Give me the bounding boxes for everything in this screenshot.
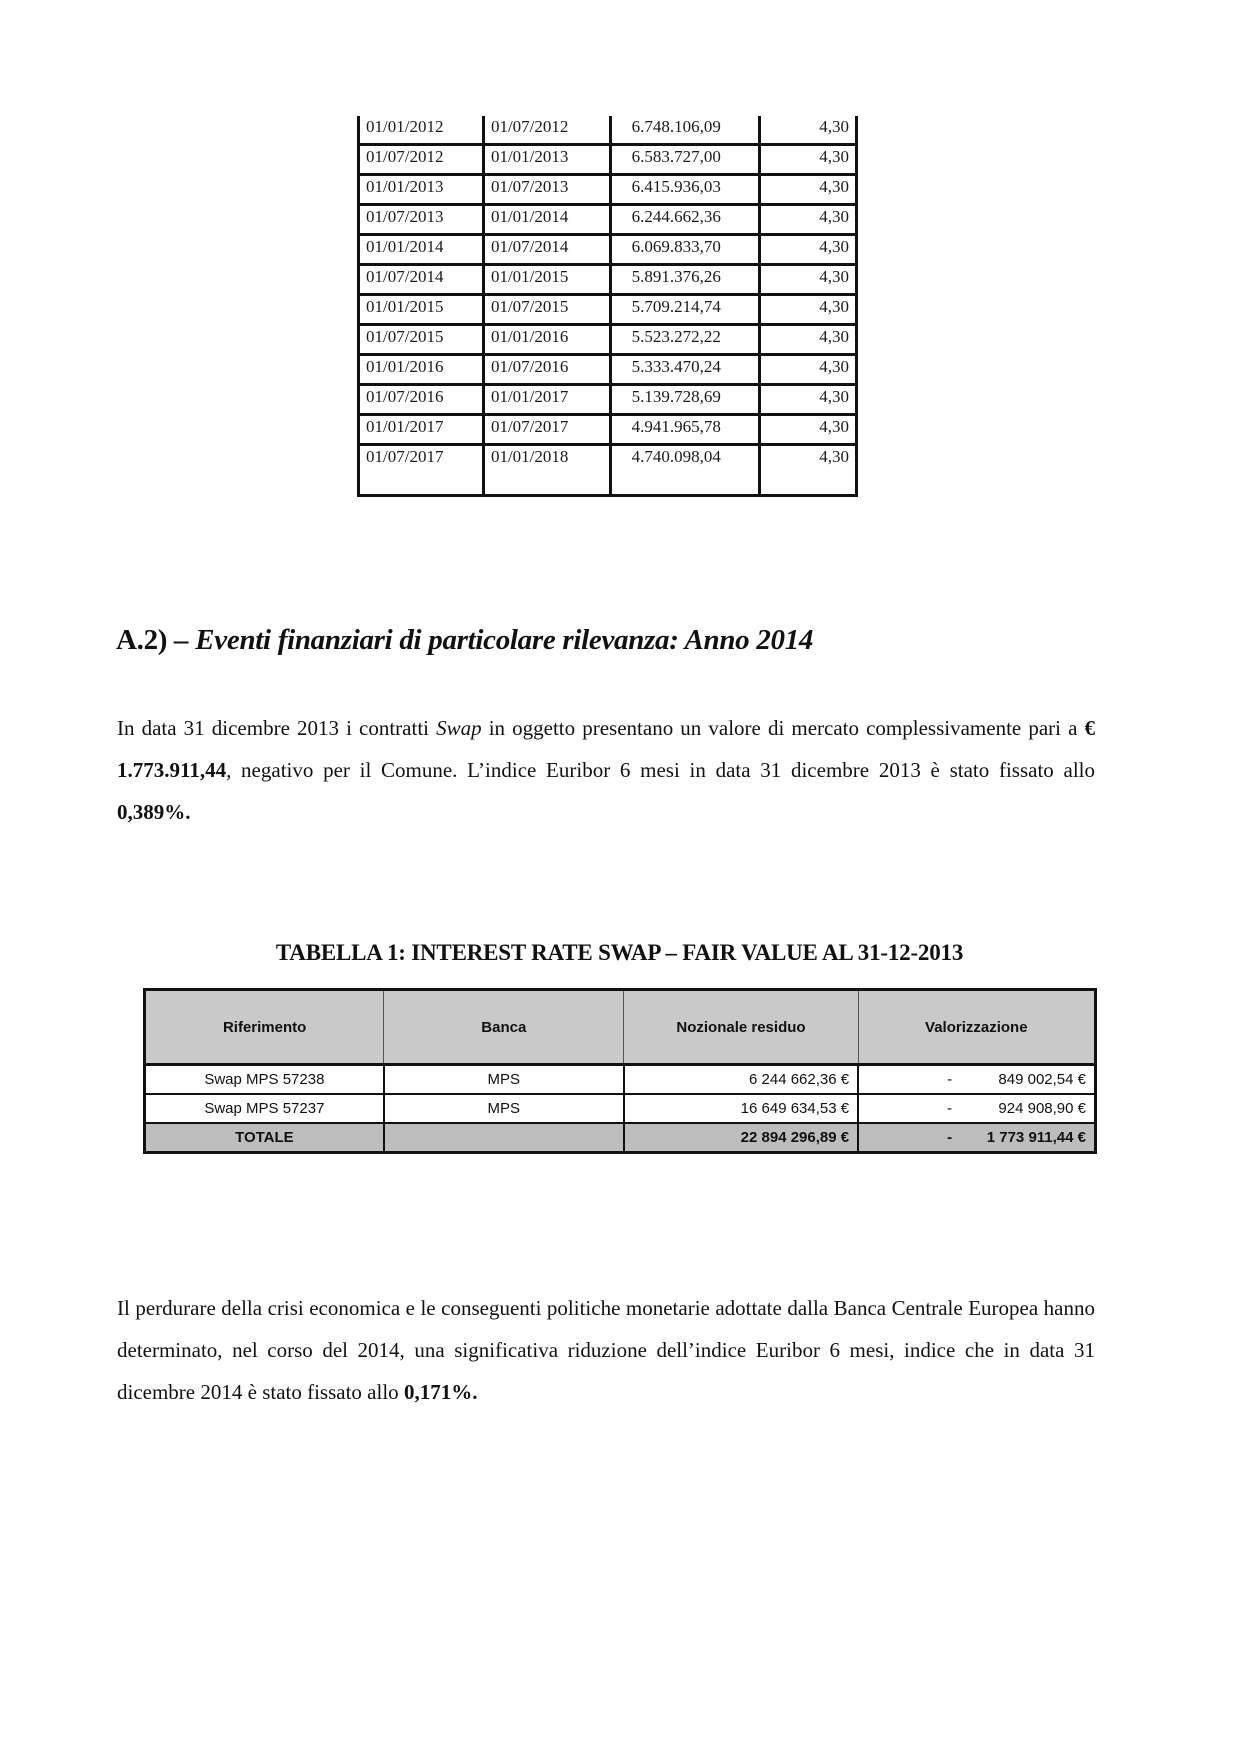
negative-sign: -: [947, 1129, 953, 1146]
cell-banca: MPS: [384, 1094, 624, 1123]
cell-end-date: 01/01/2017: [483, 385, 610, 415]
cell-rate: 4,30: [759, 265, 856, 295]
cell-rate: 4,30: [759, 116, 856, 145]
cell-residual-capital: 5.891.376,26: [610, 265, 759, 295]
negative-sign: -: [947, 1071, 953, 1088]
cell-rate: 4,30: [759, 145, 856, 175]
cell-start-date: 01/07/2014: [359, 265, 484, 295]
cell-residual-capital: 4.740.098,04: [610, 445, 759, 496]
table-row: [359, 116, 857, 145]
cell-banca: MPS: [384, 1065, 624, 1095]
cell-residual-capital: 6.069.833,70: [610, 235, 759, 265]
cell-valorizzazione: [858, 1094, 1095, 1123]
cell-residual-capital: 6.748.106,09: [610, 116, 759, 145]
cell-rate: 4,30: [759, 235, 856, 265]
text-run: Il perdurare della crisi economica e le conseguenti politiche monetarie adottate dalla Banca Centrale Europea hanno determinato, nel corso del 2014, una significativa riduzione dell’indice Euribor 6 mesi, indice che in data 31 dicembre 2014 è stato fissato allo: [117, 1296, 1095, 1404]
cell-total-label: TOTALE: [145, 1123, 384, 1153]
cell-residual-capital: 5.139.728,69: [610, 385, 759, 415]
cell-end-date: 01/07/2016: [483, 355, 610, 385]
table-row: [145, 1094, 1096, 1123]
cell-start-date: 01/07/2013: [359, 205, 484, 235]
cell-start-date: 01/07/2016: [359, 385, 484, 415]
text-run: In data 31 dicembre 2013 i contratti: [117, 716, 437, 740]
bold-rate: 0,171%.: [403, 1380, 478, 1404]
cell-riferimento: Swap MPS 57237: [145, 1094, 384, 1123]
table-row: [359, 325, 857, 355]
table-row: [359, 355, 857, 385]
cell-rate: 4,30: [759, 175, 856, 205]
table-row: [359, 175, 857, 205]
text-run: , negativo per il Comune. L’indice Euribor 6 mesi in data 31 dicembre 2013 è stato fissato allo: [226, 758, 1095, 782]
cell-start-date: 01/01/2013: [359, 175, 484, 205]
table-row: [145, 1065, 1096, 1095]
cell-start-date: 01/01/2014: [359, 235, 484, 265]
bold-amount: € 1.773.911,44: [117, 716, 1095, 782]
cell-rate: 4,30: [759, 325, 856, 355]
cell-residual-capital: 5.709.214,74: [610, 295, 759, 325]
cell-start-date: 01/01/2016: [359, 355, 484, 385]
paragraph-market-value: [117, 707, 1095, 833]
cell-residual-capital: 6.415.936,03: [610, 175, 759, 205]
cell-residual-capital: 6.244.662,36: [610, 205, 759, 235]
cell-end-date: 01/07/2015: [483, 295, 610, 325]
paragraph-euribor-2014: [117, 1287, 1095, 1413]
cell-valorizzazione: [858, 1065, 1095, 1095]
total-row: [145, 1123, 1096, 1153]
column-header-riferimento: Riferimento: [145, 990, 384, 1065]
cell-start-date: 01/07/2015: [359, 325, 484, 355]
column-header-valorizzazione: Valorizzazione: [858, 990, 1095, 1065]
table-row: [359, 445, 857, 496]
cell-end-date: 01/01/2016: [483, 325, 610, 355]
value: 924 908,90 €: [998, 1100, 1086, 1117]
amortization-table-body: [359, 116, 857, 496]
cell-start-date: 01/01/2015: [359, 295, 484, 325]
amortization-table: [357, 116, 858, 497]
cell-total-valorizzazione: [858, 1123, 1095, 1153]
value: 849 002,54 €: [998, 1071, 1086, 1088]
table-header-row: [145, 990, 1096, 1065]
negative-sign: -: [947, 1100, 953, 1117]
table-row: [359, 145, 857, 175]
cell-rate: 4,30: [759, 205, 856, 235]
cell-end-date: 01/01/2013: [483, 145, 610, 175]
cell-start-date: 01/01/2017: [359, 415, 484, 445]
cell-start-date: 01/07/2017: [359, 445, 484, 496]
table-title: TABELLA 1: INTEREST RATE SWAP – FAIR VALUE AL 31-12-2013: [275, 940, 964, 965]
table-row: [359, 415, 857, 445]
text-run: in oggetto presentano un valore di mercato complessivamente pari a: [481, 716, 1085, 740]
cell-nozionale: 6 244 662,36 €: [624, 1065, 858, 1095]
cell-residual-capital: 4.941.965,78: [610, 415, 759, 445]
italic-term: Swap: [436, 716, 482, 740]
cell-rate: 4,30: [759, 415, 856, 445]
cell-end-date: 01/07/2017: [483, 415, 610, 445]
bold-rate: 0,389%.: [117, 800, 191, 824]
cell-end-date: 01/01/2015: [483, 265, 610, 295]
section-number: A.2): [116, 624, 168, 656]
cell-residual-capital: 5.333.470,24: [610, 355, 759, 385]
cell-residual-capital: 5.523.272,22: [610, 325, 759, 355]
cell-residual-capital: 6.583.727,00: [610, 145, 759, 175]
table-row: [359, 265, 857, 295]
cell-rate: 4,30: [759, 355, 856, 385]
table-row: [359, 235, 857, 265]
cell-rate: 4,30: [759, 445, 856, 496]
cell-start-date: 01/07/2012: [359, 145, 484, 175]
cell-end-date: 01/01/2018: [483, 445, 610, 496]
cell-end-date: 01/01/2014: [483, 205, 610, 235]
cell-start-date: 01/01/2012: [359, 116, 484, 145]
cell-end-date: 01/07/2014: [483, 235, 610, 265]
cell-nozionale: 16 649 634,53 €: [624, 1094, 858, 1123]
cell-total-nozionale: 22 894 296,89 €: [624, 1123, 858, 1153]
fair-value-table: [143, 988, 1097, 1154]
value: 1 773 911,44 €: [986, 1129, 1086, 1146]
cell-riferimento: Swap MPS 57238: [145, 1065, 384, 1095]
cell-total-banca: [384, 1123, 624, 1153]
section-heading: [116, 624, 813, 657]
table-row: [359, 385, 857, 415]
cell-end-date: 01/07/2013: [483, 175, 610, 205]
section-title: – Eventi finanziari di particolare rilevanza: Anno 2014: [167, 624, 814, 656]
table-row: [359, 295, 857, 325]
table-row: [359, 205, 857, 235]
cell-end-date: 01/07/2012: [483, 116, 610, 145]
cell-rate: 4,30: [759, 295, 856, 325]
cell-rate: 4,30: [759, 385, 856, 415]
column-header-nozionale: Nozionale residuo: [624, 990, 858, 1065]
column-header-banca: Banca: [384, 990, 624, 1065]
